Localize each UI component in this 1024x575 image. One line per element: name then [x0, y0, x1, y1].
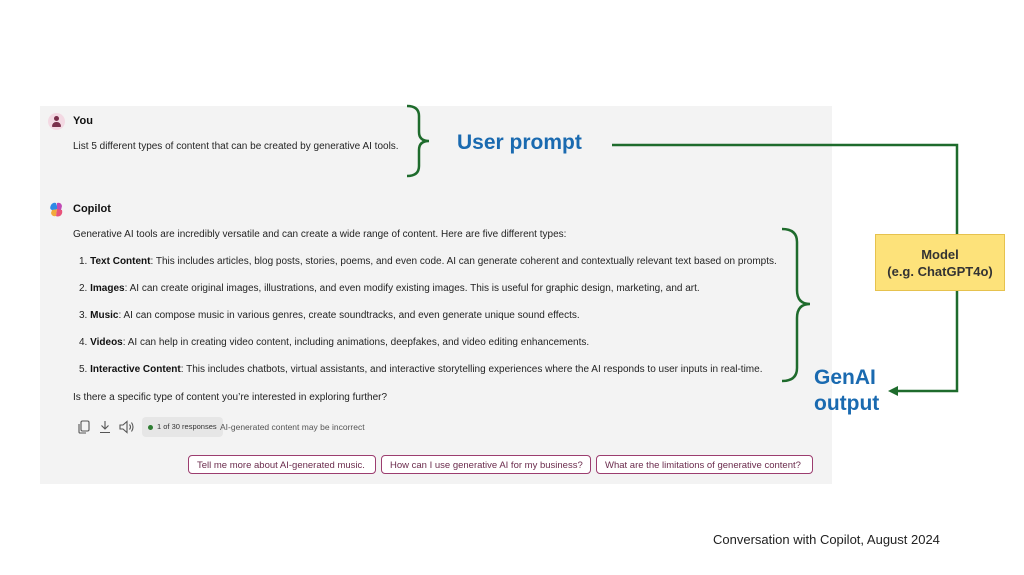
list-item-term: Music — [90, 310, 119, 321]
response-count-text: 1 of 30 responses — [157, 422, 217, 431]
assistant-name: Copilot — [73, 203, 111, 215]
model-box — [875, 234, 1005, 291]
prompt-to-model-line — [612, 145, 957, 234]
list-item-text: : AI can create original images, illustrations, and even modify existing images. This is useful for graphic design, marketing, and art. — [124, 283, 700, 294]
suggestion-chip[interactable]: What are the limitations of generative content? — [596, 455, 813, 474]
slide-caption: Conversation with Copilot, August 2024 — [713, 532, 940, 547]
list-item-term: Text Content — [90, 256, 151, 267]
ai-disclaimer: AI-generated content may be incorrect — [220, 422, 365, 432]
model-line2: (e.g. ChatGPT4o) — [887, 263, 993, 279]
list-item-text: : This includes articles, blog posts, stories, poems, and even code. AI can generate coherent and contextually relevant text based on prompts. — [150, 256, 777, 267]
genai-output-brace — [782, 229, 810, 381]
list-item-term: Videos — [90, 337, 123, 348]
arrowhead-icon — [888, 386, 898, 396]
genai-output-line2: output — [814, 392, 880, 415]
list-item-number: 4. — [79, 337, 88, 348]
list-item-term: Images — [90, 283, 125, 294]
user-message: List 5 different types of content that can be created by generative AI tools. — [73, 141, 399, 152]
user-prompt-label: User prompt — [457, 131, 582, 154]
list-item-text: : AI can compose music in various genres, create soundtracks, and even generate unique sound effects. — [118, 310, 580, 321]
list-item-number: 1. — [79, 256, 88, 267]
suggestion-chip[interactable]: How can I use generative AI for my business? — [381, 455, 591, 474]
list-item-text: : This includes chatbots, virtual assistants, and interactive storytelling experiences where the AI responds to user inputs in real-time. — [180, 364, 763, 375]
list-item-number: 5. — [79, 364, 88, 375]
assistant-intro: Generative AI tools are incredibly versatile and can create a wide range of content. Here are five different types: — [73, 229, 567, 240]
assistant-closing: Is there a specific type of content you’re interested in exploring further? — [73, 392, 388, 403]
user-name: You — [73, 115, 93, 127]
model-to-output-line — [896, 291, 957, 391]
genai-output-label — [814, 365, 879, 417]
list-item-text: : AI can help in creating video content, including animations, deepfakes, and video editing enhancements. — [122, 337, 590, 348]
model-line1: Model — [921, 246, 959, 262]
list-item-term: Interactive Content — [90, 364, 181, 375]
list-item-number: 3. — [79, 310, 88, 321]
list-item-number: 2. — [79, 283, 88, 294]
user-prompt-brace — [407, 106, 429, 176]
suggestion-chip[interactable]: Tell me more about AI-generated music. — [188, 455, 376, 474]
genai-output-line1: GenAI — [814, 366, 876, 389]
